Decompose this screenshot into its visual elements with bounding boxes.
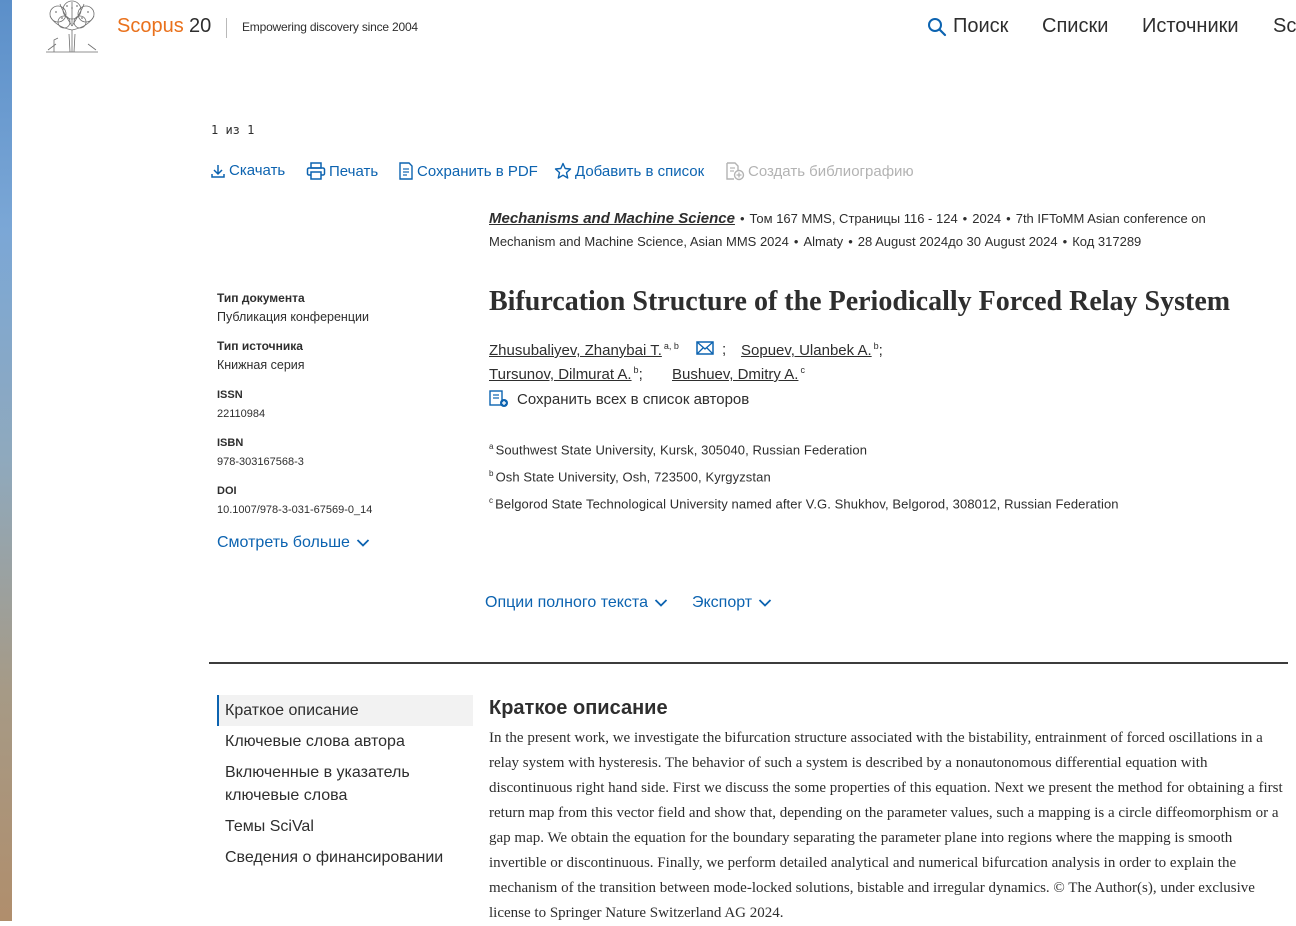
issn-label: ISSN bbox=[217, 389, 243, 401]
export-label: Экспорт bbox=[691, 594, 753, 611]
top-header bbox=[0, 0, 1296, 56]
brand-version: 20 bbox=[189, 15, 212, 37]
export-dropdown[interactable] bbox=[692, 594, 772, 612]
result-pager: 1 из 1 bbox=[211, 123, 255, 137]
add-to-list-button[interactable] bbox=[554, 162, 704, 180]
affiliation-sup: a bbox=[489, 442, 494, 451]
author-list-add-icon bbox=[489, 390, 509, 408]
section-nav-author-keywords[interactable]: Ключевые слова автора bbox=[225, 733, 405, 750]
section-nav-scival-topics[interactable]: Темы SciVal bbox=[225, 818, 314, 835]
document-title: Bifurcation Structure of the Periodically Forced Relay System bbox=[489, 286, 1231, 317]
source-conference-b: Mechanism and Machine Science, Asian MMS 2024 bbox=[489, 234, 789, 249]
source-type-value: Книжная серия bbox=[217, 358, 305, 372]
affiliation-text: Southwest State University, Kursk, 305040, Russian Federation bbox=[495, 442, 868, 458]
save-pdf-button[interactable] bbox=[398, 162, 538, 180]
doc-type-value: Публикация конференции bbox=[217, 310, 369, 324]
source-code: Код 317289 bbox=[1072, 234, 1142, 249]
affiliation-text: Belgorod State Technological University named after V.G. Shukhov, Belgorod, 308012, Russian Federation bbox=[495, 496, 1119, 512]
source-type-block bbox=[217, 339, 305, 372]
affiliation-text: Osh State University, Osh, 723500, Kyrgyzstan bbox=[495, 469, 771, 485]
source-volume: Том 167 MMS, Страницы 116 - 124 bbox=[749, 211, 958, 226]
section-nav-indexed-keywords[interactable]: Включенные в указатель ключевые слова bbox=[225, 764, 410, 804]
author-link[interactable] bbox=[672, 365, 805, 383]
elsevier-tree-logo[interactable] bbox=[42, 0, 102, 54]
create-bibliography-button[interactable] bbox=[725, 162, 914, 180]
author-affil-sup: c bbox=[800, 365, 805, 375]
nav-sources[interactable]: Источники bbox=[1142, 15, 1239, 37]
author-affil-sup: a, b bbox=[663, 341, 679, 351]
affiliation-sup: c bbox=[489, 496, 494, 505]
author-affil-sup: b bbox=[633, 365, 639, 375]
isbn-value: 978-303167568-3 bbox=[217, 456, 304, 468]
nav-scival-truncated[interactable]: Sc bbox=[1273, 15, 1296, 37]
nav-search-label: Поиск bbox=[953, 15, 1009, 37]
affiliation-sup: b bbox=[489, 469, 494, 478]
author-link[interactable] bbox=[489, 341, 679, 359]
doi-block bbox=[217, 485, 372, 516]
affiliation-item bbox=[489, 442, 867, 457]
chevron-down-icon bbox=[356, 538, 370, 548]
download-icon bbox=[210, 163, 226, 179]
source-info: Mechanisms and Machine Science • Том 167 MMS, Страницы 116 - 124 • 2024 • 7th IFToMM Asian conference on Mechanism and Machine Science, Asian MMS 2024 • Almaty • 28 August 2024до 30 August 2024 • Код 317289 bbox=[489, 210, 1206, 249]
create-bibliography-label: Создать библиографию bbox=[748, 162, 914, 180]
affiliation-item bbox=[489, 469, 771, 484]
star-icon bbox=[554, 162, 572, 180]
chevron-down-icon bbox=[758, 598, 772, 608]
save-pdf-label: Сохранить в PDF bbox=[417, 162, 538, 180]
section-divider bbox=[209, 662, 1288, 664]
full-text-options-label: Опции полного текста bbox=[485, 594, 648, 611]
nav-search[interactable] bbox=[927, 15, 1008, 38]
document-options bbox=[485, 594, 796, 612]
full-text-options-dropdown[interactable] bbox=[485, 594, 668, 612]
abstract-heading: Краткое описание bbox=[489, 697, 668, 719]
brand-name[interactable]: Scopus bbox=[117, 15, 184, 37]
isbn-block bbox=[217, 437, 304, 468]
author-link[interactable]: Sopuev, Ulanbek A. $^b$; bbox=[741, 341, 883, 359]
section-nav-funding[interactable]: Сведения о финансировании bbox=[225, 849, 444, 866]
author-name: Tursunov, Dilmurat A. bbox=[489, 366, 632, 383]
author-link[interactable]: Tursunov, Dilmurat A. $^b$; bbox=[489, 365, 643, 383]
source-title-link[interactable]: Mechanisms and Machine Science bbox=[489, 210, 735, 227]
save-all-authors-button[interactable] bbox=[489, 390, 749, 408]
pdf-file-icon bbox=[398, 162, 414, 180]
affiliation-item bbox=[489, 496, 1119, 511]
section-nav bbox=[217, 695, 473, 873]
issn-value: 22110984 bbox=[217, 408, 266, 420]
envelope-icon[interactable] bbox=[696, 341, 714, 355]
author-separator: ; bbox=[722, 341, 727, 358]
source-type-label: Тип источника bbox=[217, 339, 303, 353]
tagline: Empowering discovery since 2004 bbox=[242, 20, 418, 34]
source-dates: 28 August 2024до 30 August 2024 bbox=[857, 234, 1058, 249]
source-year: 2024 bbox=[972, 211, 1002, 226]
printer-icon bbox=[306, 162, 326, 180]
bibliography-icon bbox=[725, 162, 745, 180]
author-name: Bushuev, Dmitry A. bbox=[672, 366, 799, 383]
chevron-down-icon bbox=[654, 598, 668, 608]
desktop-background-strip bbox=[0, 0, 12, 921]
see-more-link[interactable] bbox=[217, 534, 370, 552]
save-all-authors-label: Сохранить всех в список авторов bbox=[517, 390, 750, 408]
nav-lists[interactable]: Списки bbox=[1042, 15, 1109, 37]
section-nav-abstract[interactable]: Краткое описание bbox=[217, 695, 473, 726]
header-divider bbox=[226, 18, 227, 38]
doc-type-label: Тип документа bbox=[217, 291, 305, 305]
doc-type-block bbox=[217, 291, 369, 324]
doi-value[interactable]: 10.1007/978-3-031-67569-0_14 bbox=[217, 504, 373, 516]
author-name: Sopuev, Ulanbek A. bbox=[741, 342, 872, 359]
author-name: Zhusubaliyev, Zhanybai T. bbox=[489, 342, 662, 359]
isbn-label: ISBN bbox=[217, 437, 244, 449]
download-button[interactable] bbox=[210, 162, 285, 179]
author-affil-sup: b bbox=[873, 341, 879, 351]
see-more-label: Смотреть больше bbox=[217, 534, 350, 551]
print-button[interactable] bbox=[306, 162, 378, 180]
print-label: Печать bbox=[329, 162, 379, 180]
search-icon bbox=[927, 17, 947, 37]
abstract-text: In the present work, we investigate the bifurcation structure associated with the bistability, entrainment of forced oscillations in a relay system with hysteresis. The behavior of such a system is described by a nonautonomous differential equation with discontinuous right hand side. First we discuss the some properties of this equation. Next we present the method for obtaining a first return map from this vector field and show that, depending on the parameter values, such a mapping is a circle diffeomorphism or a gap map. We obtain the equation for the boundary separating the parameter plane into regions where the mapping is smooth invertible or discontinuous. Finally, we perform detailed analytical and numerical bifurcation analysis in order to explain the mechanism of the transition between mode-locked solutions, bistable and irregular dynamics. © The Author(s), under exclusive license to Springer Nature Switzerland AG 2024. bbox=[489, 730, 1283, 921]
download-label: Скачать bbox=[229, 162, 286, 179]
issn-block bbox=[217, 389, 265, 420]
source-conference-a: 7th IFToMM Asian conference on bbox=[1015, 211, 1206, 226]
source-location: Almaty bbox=[803, 234, 844, 249]
add-to-list-label: Добавить в список bbox=[575, 162, 705, 180]
doi-label: DOI bbox=[217, 485, 237, 497]
